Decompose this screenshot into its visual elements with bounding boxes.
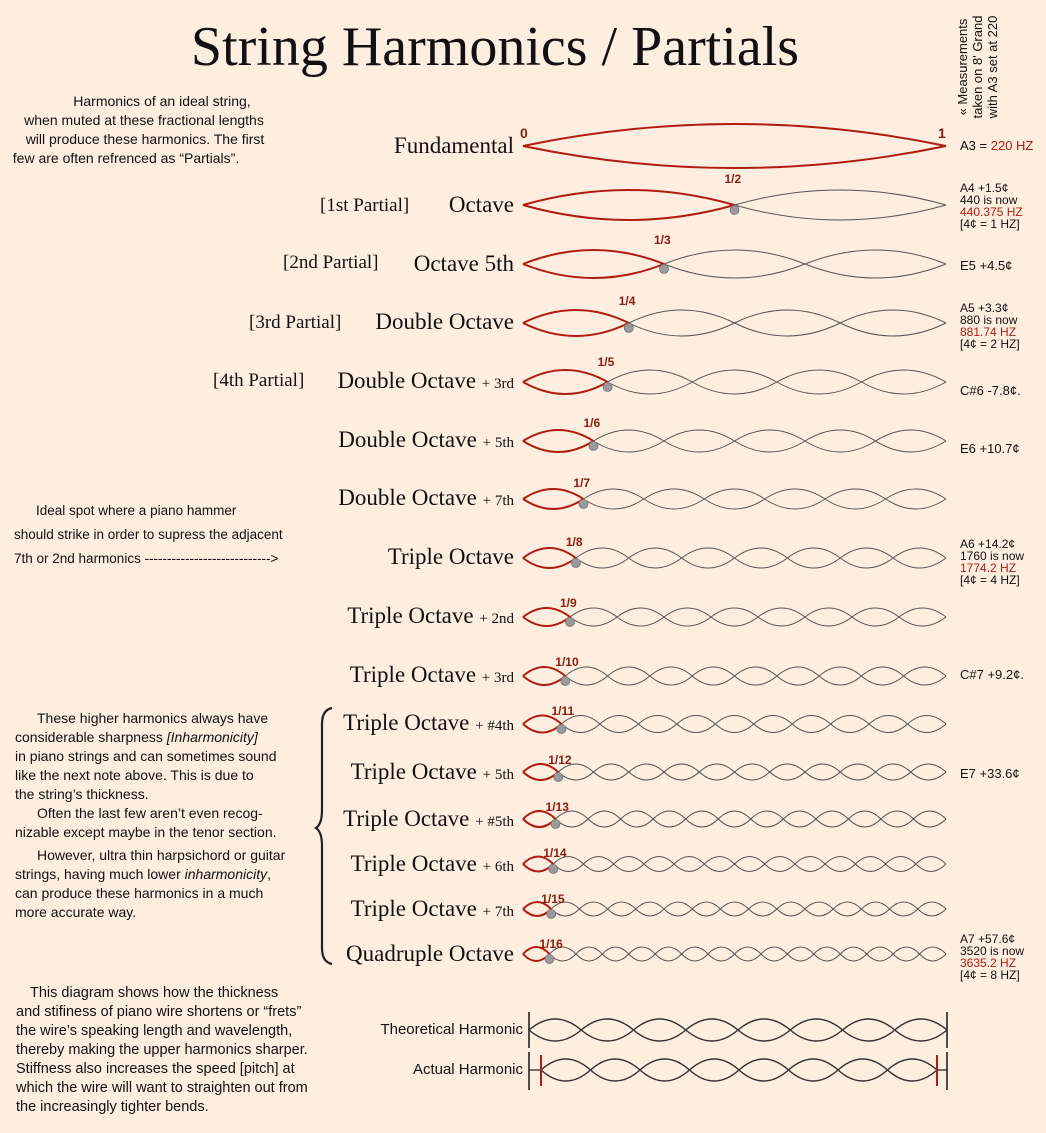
fraction-label-13: 1/13 [545, 800, 569, 814]
harmonic-label-13 [343, 805, 514, 836]
note-line: like the next note above. This is due to [15, 767, 254, 783]
measurement-note: A5 +3.3¢ [960, 301, 1009, 315]
fraction-label-9: 1/9 [560, 596, 577, 610]
fraction-label-2: 1/2 [724, 172, 742, 186]
measurement-note: A4 +1.5¢ [960, 181, 1009, 195]
note-line: This diagram shows how the thickness [30, 985, 279, 1001]
note-line: and stifiness of piano wire shortens or “frets” [16, 1004, 302, 1020]
measurement-was: 3520 is now [960, 944, 1025, 958]
harmonic-interval: + 2nd [479, 611, 514, 627]
grouping-brace [316, 708, 332, 964]
harmonic-interval: + 7th [482, 493, 514, 509]
partial-label-2: [2nd Partial] [283, 252, 379, 273]
fraction-label-5: 1/5 [597, 355, 615, 369]
harmonic-5-first-segment [523, 370, 608, 394]
string-end-label: 1 [938, 125, 946, 141]
harmonic-interval: + #4th [475, 718, 514, 734]
harmonic-interval: + 3rd [481, 670, 514, 686]
harmonic-4-node [624, 324, 633, 333]
measurement-octave-5th: E5 +4.5¢ [960, 258, 1013, 273]
measurement-per: [4¢ = 2 HZ] [960, 337, 1020, 351]
measurement-was: 1760 is now [960, 549, 1025, 563]
measurement-triple-octave [960, 538, 1024, 586]
partial-label-4: [4th Partial] [213, 370, 305, 391]
harmonic-16-node [545, 955, 554, 964]
harmonic-11-string [561, 716, 946, 733]
partial-label-1: [1st Partial] [320, 195, 410, 216]
fraction-label-16: 1/16 [539, 937, 563, 951]
note-line: thereby making the upper harmonics sharper. [16, 1042, 308, 1058]
harmonic-label-4 [375, 308, 514, 336]
harmonic-name: Quadruple Octave [346, 941, 514, 966]
harmonic-3-node [660, 265, 669, 274]
inharmonicity-note: These higher harmonics always have considerable sharpness [Inharmonicity] in piano strings and can sometimes sound like the next note above. This is due to the string’s thickness. Often the last few aren’t even recog- nizable except maybe in the tenor section. However, ultra thin harpsichord or guitar strings, having much lower inharmonicity, can produce these harmonics in a much more accurate way. [15, 710, 286, 920]
measurement-per: [4¢ = 1 HZ] [960, 217, 1020, 231]
note-line: when muted at these fractional lengths [24, 112, 264, 128]
theoretical-harmonic-wave [529, 1019, 947, 1041]
partial-label-3: [3rd Partial] [249, 312, 342, 333]
measurement-hz: 881.74 HZ [960, 325, 1017, 339]
harmonic-4-string [629, 310, 946, 336]
harmonic-7-node [579, 500, 588, 509]
harmonic-name: Double Octave [338, 427, 477, 452]
harmonic-label-3 [414, 250, 514, 278]
harmonic-name: Octave 5th [413, 251, 514, 276]
note-line: will produce these harmonics. The first [25, 131, 265, 147]
note-text: strings, having much lower [15, 866, 181, 882]
fraction-label-14: 1/14 [543, 846, 567, 860]
harmonic-10-first-segment [523, 667, 565, 685]
harmonic-9-first-segment [523, 608, 570, 626]
side-note-line: taken on 8' Grand [970, 15, 985, 119]
note-line: Ideal spot where a piano hammer [36, 503, 237, 518]
fundamental-string [523, 124, 946, 168]
note-line: more accurate way. [15, 904, 137, 920]
hammer-note [14, 499, 283, 571]
note-line: nizable except maybe in the tenor section. [15, 824, 277, 840]
harmonic-interval: + 5th [482, 435, 514, 451]
harmonic-5-node [603, 383, 612, 392]
harmonic-name: Double Octave [337, 368, 477, 393]
harmonic-label-11 [343, 709, 514, 740]
measurement-double-octave-3rd: C#6 -7.8¢. [960, 383, 1021, 398]
harmonic-8-string [576, 548, 946, 568]
note-line: the string’s thickness. [15, 786, 149, 802]
note-line: should strike in order to supress the adjacent [14, 527, 283, 542]
note-text: considerable sharpness [15, 729, 163, 745]
fraction-label-10: 1/10 [555, 655, 579, 669]
fraction-label-3: 1/3 [654, 233, 671, 247]
harmonic-4-first-segment [523, 310, 629, 336]
page-title: String Harmonics / Partials [190, 16, 800, 78]
fraction-label-7: 1/7 [573, 476, 591, 490]
measurement-fundamental [960, 139, 1033, 153]
harmonic-7-first-segment [523, 489, 583, 509]
harmonic-6-string [594, 430, 947, 452]
note-line: few are often refrenced as “Partials”. [12, 150, 240, 166]
harmonic-interval: + 5th [482, 767, 514, 783]
measurement-triple-octave-3rd: C#7 +9.2¢. [960, 667, 1024, 682]
note-line: the increasingly tighter bends. [16, 1099, 209, 1115]
note-line: 7th or 2nd harmonics ----------------------------> [14, 551, 279, 566]
harmonic-name: Triple Octave [343, 710, 470, 735]
harmonic-name: Triple Octave [349, 662, 477, 687]
harmonic-13-string [556, 811, 946, 827]
harmonic-label-8 [388, 543, 514, 571]
harmonic-name: Triple Octave [350, 896, 477, 921]
note-line: which the wire will want to straighten out from [16, 1080, 308, 1096]
note-line: can produce these harmonics in a much [15, 885, 264, 901]
harmonic-6-first-segment [523, 430, 594, 452]
harmonic-name: Triple Octave [350, 851, 477, 876]
measurement-side-note [955, 6, 1035, 128]
harmonic-label-fundamental: Fundamental [393, 133, 514, 158]
measurement-was: 440 is now [960, 193, 1018, 207]
harmonic-14-string [553, 857, 946, 872]
harmonic-2-node [730, 206, 739, 215]
actual-harmonic-label: Actual Harmonic [412, 1061, 523, 1078]
harmonic-interval: + #5th [475, 814, 514, 830]
harmonic-12-node [554, 773, 563, 782]
harmonic-10-node [561, 677, 570, 686]
note-line: in piano strings and can sometimes sound [15, 748, 277, 764]
harmonic-10-string [565, 667, 946, 685]
harmonic-3-first-segment [523, 250, 664, 278]
measurement-hz: 220 HZ [990, 138, 1034, 153]
measurement-was: 880 is now [960, 313, 1018, 327]
harmonic-3-string [664, 250, 946, 278]
measurement-note: A3 = [960, 138, 988, 153]
measurement-double-octave [960, 302, 1020, 350]
string-start-label: 0 [520, 125, 528, 141]
harmonic-interval: + 6th [482, 859, 514, 875]
measurement-triple-octave-5th: E7 +33.6¢ [960, 766, 1020, 781]
harmonic-7-string [583, 489, 946, 509]
measurement-hz: 440.375 HZ [960, 205, 1023, 219]
measurement-per: [4¢ = 8 HZ] [960, 968, 1020, 982]
side-note-line: with A3 set at 220 [985, 15, 1000, 119]
measurement-hz: 1774.2 HZ [960, 561, 1017, 575]
harmonic-label-9 [347, 602, 514, 633]
harmonic-name: Triple Octave [387, 544, 514, 569]
harmonic-2-first-segment [523, 190, 735, 220]
harmonic-label-5 [337, 367, 514, 398]
note-line: Stiffness also increases the speed [pitch] at [16, 1061, 295, 1077]
fraction-label-12: 1/12 [548, 753, 572, 767]
fraction-label-15: 1/15 [541, 892, 565, 906]
harmonic-6-node [589, 442, 598, 451]
note-line: the wire’s speaking length and wavelength, [16, 1023, 293, 1039]
harmonic-label-10 [350, 661, 514, 692]
measurement-per: [4¢ = 4 HZ] [960, 573, 1020, 587]
intro-note [4, 92, 314, 168]
harmonic-8-first-segment [523, 548, 576, 568]
harmonic-name: Triple Octave [347, 603, 474, 628]
harmonic-8-node [571, 559, 580, 568]
measurement-note: A6 +14.2¢ [960, 537, 1016, 551]
harmonic-15-string [551, 902, 946, 916]
harmonic-5-string [608, 370, 946, 394]
measurement-quadruple-octave [960, 933, 1024, 981]
harmonic-name: Triple Octave [343, 806, 470, 831]
note-line: These higher harmonics always have [37, 710, 269, 726]
theoretical-harmonic-label: Theoretical Harmonic [380, 1021, 523, 1038]
side-note-line: « Measurements [955, 18, 970, 116]
harmonic-label-15 [351, 895, 514, 926]
harmonic-2-string [735, 190, 947, 220]
harmonic-name: Double Octave [338, 485, 477, 510]
fraction-label-11: 1/11 [551, 704, 575, 718]
inharmonicity-term: [Inharmonicity] [166, 729, 258, 745]
fraction-label-8: 1/8 [565, 535, 583, 549]
harmonic-interval: + 7th [482, 904, 514, 920]
harmonic-13-node [551, 820, 560, 829]
measurement-double-octave-5th: E6 +10.7¢ [960, 441, 1020, 456]
harmonic-12-string [558, 764, 946, 780]
harmonic-11-first-segment [523, 716, 561, 733]
note-line: Often the last few aren’t even recog- [37, 805, 263, 821]
fraction-label-4: 1/4 [618, 294, 636, 308]
measurement-note: A7 +57.6¢ [960, 932, 1016, 946]
harmonic-9-string [570, 608, 946, 626]
inharmonicity-term: inharmonicity [184, 866, 268, 882]
harmonic-11-node [557, 725, 566, 734]
fraction-label-6: 1/6 [583, 416, 601, 430]
note-line: Harmonics of an ideal string, [73, 93, 251, 109]
measurement-hz: 3635.2 HZ [960, 956, 1017, 970]
actual-harmonic-wave [541, 1059, 937, 1081]
measurement-octave [960, 182, 1023, 230]
harmonic-16-string [549, 947, 946, 961]
harmonic-label-6 [338, 426, 514, 457]
harmonic-interval: + 3rd [481, 376, 514, 392]
harmonic-name: Triple Octave [350, 759, 477, 784]
harmonic-label-14 [351, 850, 514, 881]
stiffness-note [16, 984, 308, 1117]
harmonic-9-node [566, 618, 575, 627]
harmonic-14-node [549, 865, 558, 874]
harmonic-label-16 [346, 940, 514, 968]
harmonic-label-7 [338, 484, 514, 515]
harmonic-label-12 [351, 758, 514, 789]
harmonic-name: Octave [448, 192, 514, 217]
note-line: However, ultra thin harpsichord or guitar [37, 847, 286, 863]
harmonic-label-2 [449, 191, 514, 219]
harmonic-15-node [547, 910, 556, 919]
harmonic-name: Double Octave [375, 309, 514, 334]
